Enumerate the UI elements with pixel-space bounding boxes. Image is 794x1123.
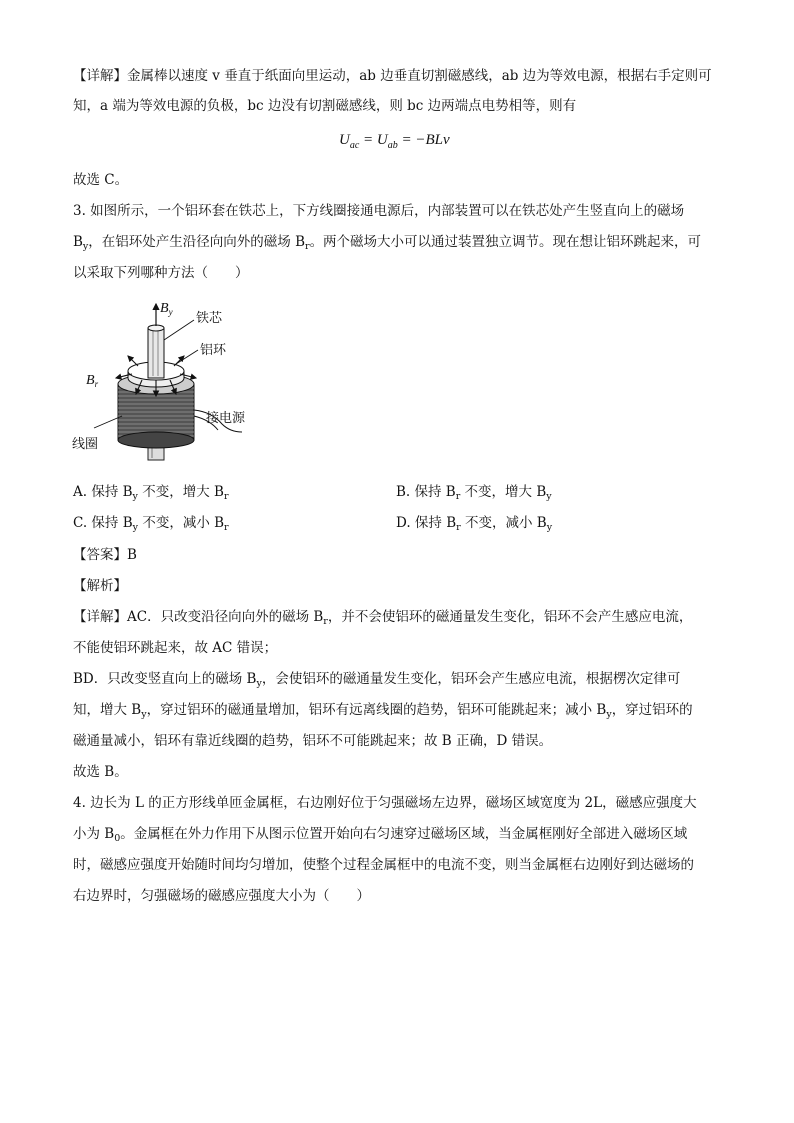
option-b[interactable] (396, 482, 552, 502)
text: 小为 B (73, 826, 115, 842)
text: BD．只改变竖直向上的磁场 B (73, 671, 257, 687)
subscript: y (132, 491, 138, 502)
q3-stem-line1: 3. 如图所示，一个铝环套在铁芯上，下方线圈接通电源后，内部装置可以在铁芯处产生竖直向上的磁场 (73, 203, 685, 219)
text: 。金属框在外力作用下从图示位置开始向右匀速穿过磁场区域，当金属框刚好全部进入磁场区域 (120, 826, 688, 842)
label-by: $B_y$ (160, 301, 173, 317)
text: ，穿过铝环的磁通量增加，铝环有远离线圈的趋势，铝环可能跳起来；减小 B (146, 702, 607, 718)
subscript: y (546, 522, 553, 533)
q3-answer: 【答案】B (73, 547, 137, 563)
text: 【详解】AC．只改变沿径向向外的磁场 B (73, 609, 324, 625)
option-c[interactable] (73, 513, 229, 533)
q3-detail-line3 (73, 669, 680, 689)
subscript: r (455, 491, 461, 502)
subscript: r (224, 522, 229, 533)
coil-diagram (72, 298, 262, 470)
q3-detail-line1 (73, 607, 692, 627)
label-br: $B_r$ (86, 373, 99, 389)
text: D. 保持 B (396, 515, 457, 531)
formula-subscript: ab (387, 140, 398, 151)
text: B (73, 234, 83, 250)
formula-symbol: U (376, 132, 388, 148)
text: ，在铝环处产生沿径向向外的磁场 B (88, 234, 306, 250)
formula-equals: = (359, 132, 377, 148)
q3-conclusion: 故选 B。 (73, 764, 128, 780)
q2-explain-line2: 知，a 端为等效电源的负极，bc 边没有切割磁感线，则 bc 边两端点电势相等，则有 (73, 98, 577, 114)
option-a[interactable] (73, 482, 228, 502)
text: 知，增大 B (73, 702, 142, 718)
label-coil: 线圈 (72, 437, 99, 452)
label-ring: 铝环 (200, 343, 227, 358)
q2-conclusion: 故选 C。 (73, 172, 129, 188)
q3-analysis-title: 【解析】 (73, 578, 127, 594)
core-icon (148, 325, 164, 378)
label-power: 接电源 (206, 411, 246, 426)
q2-explain-line1: 【详解】金属棒以速度 v 垂直于纸面向里运动，ab 边垂直切割磁感线，ab 边为等效电源，根据右手定则可 (73, 68, 712, 84)
text: 不变，减小 B (138, 515, 225, 531)
q4-line4: 右边界时，匀强磁场的磁感应强度大小为（ ） (73, 888, 370, 904)
text: 不变，增大 B (460, 484, 547, 500)
q3-stem-line2 (73, 232, 701, 252)
text: B. 保持 B (396, 484, 456, 500)
formula-symbol: U (339, 132, 350, 148)
q3-figure (72, 298, 262, 470)
subscript: y (82, 241, 89, 252)
q3-stem-line3: 以采取下列哪种方法（ ） (73, 265, 249, 281)
subscript: y (256, 678, 262, 689)
subscript: r (456, 522, 461, 533)
text: A. 保持 B (73, 484, 133, 500)
option-d[interactable] (396, 513, 552, 533)
subscript: y (141, 709, 147, 720)
subscript: r (223, 491, 229, 502)
label-core: 铁芯 (196, 311, 223, 326)
text: 。两个磁场大小可以通过装置独立调节。现在想让铝环跳起来，可 (309, 234, 702, 250)
formula-rhs: = −BLv (397, 132, 450, 148)
q3-detail-line4 (73, 700, 693, 720)
q4-line2 (73, 824, 687, 844)
formula-subscript: ac (349, 140, 360, 151)
subscript: r (305, 241, 310, 252)
subscript: r (323, 616, 328, 627)
subscript: 0 (114, 833, 121, 844)
q4-line3: 时，磁感应强度开始随时间均匀增加，使整个过程金属框中的电流不变，则当金属框右边刚好到达磁场的 (73, 857, 694, 873)
text: ，并不会使铝环的磁通量发生变化，铝环不会产生感应电流， (327, 609, 693, 625)
subscript: y (546, 491, 552, 502)
text: 不变，减小 B (460, 515, 547, 531)
q2-formula (339, 132, 450, 151)
subscript: y (606, 709, 612, 720)
text: C. 保持 B (73, 515, 133, 531)
text: ，会使铝环的磁通量发生变化，铝环会产生感应电流，根据楞次定律可 (261, 671, 681, 687)
q3-detail-line2: 不能使铝环跳起来，故 AC 错误； (73, 640, 278, 656)
text: 不变，增大 B (137, 484, 224, 500)
text: ，穿过铝环的 (611, 702, 693, 718)
q3-detail-line5: 磁通量减小，铝环有靠近线圈的趋势，铝环不可能跳起来；故 B 正确，D 错误。 (73, 733, 553, 749)
q4-line1: 4. 边长为 L 的正方形线单匝金属框，右边刚好位于匀强磁场左边界，磁场区域宽度为 2L，磁感应强度大 (73, 795, 697, 811)
subscript: y (132, 522, 139, 533)
